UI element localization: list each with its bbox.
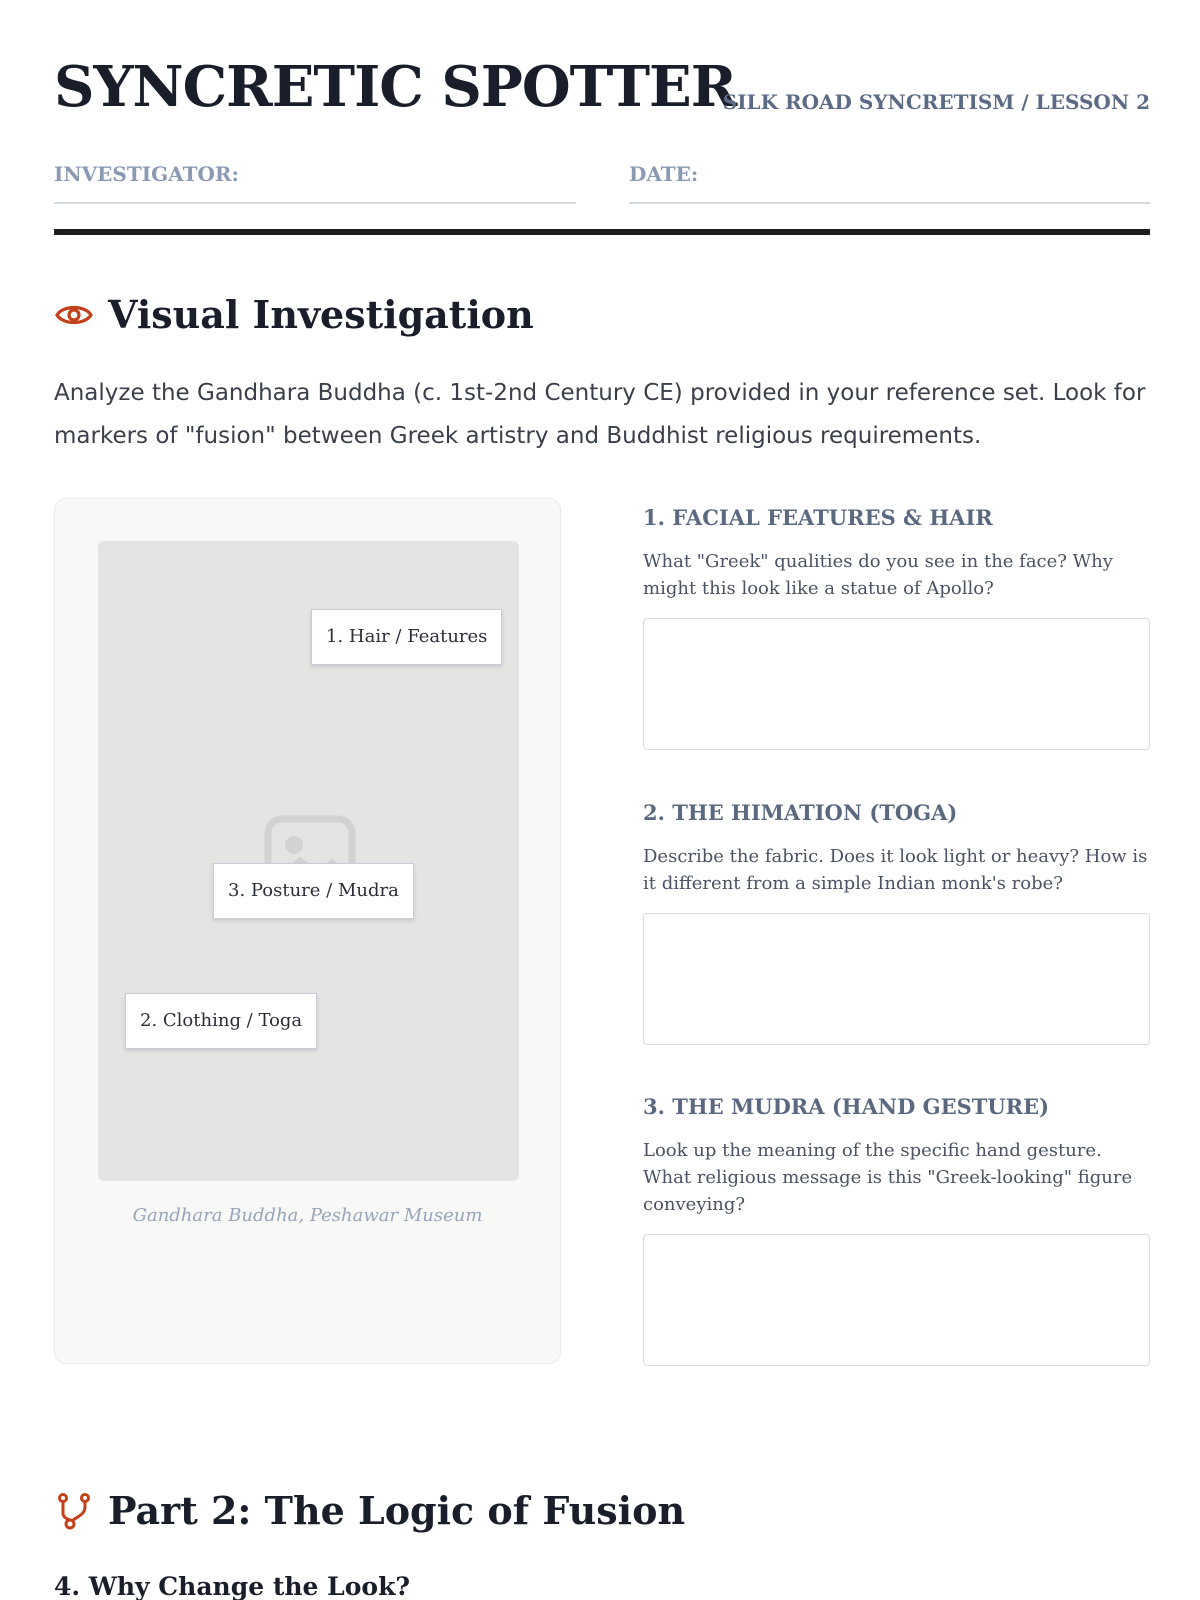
investigator-field[interactable] xyxy=(54,162,576,204)
section-visual-investigation-title xyxy=(54,292,534,337)
answer-box-1[interactable] xyxy=(643,618,1150,750)
figure-card xyxy=(54,498,561,1364)
question-3 xyxy=(643,1094,1150,1366)
section-title-text: Visual Investigation xyxy=(108,292,534,337)
question-prompt: Describe the fabric. Does it look light or heavy? How is it different from a simple Indian monk's robe? xyxy=(643,846,1148,894)
investigator-label: INVESTIGATOR: xyxy=(54,162,239,186)
question-prompt: What "Greek" qualities do you see in the face? Why might this look like a statue of Apollo? xyxy=(643,551,1113,599)
header-divider xyxy=(54,229,1150,235)
branch-merge-icon xyxy=(54,1491,94,1531)
question-heading: 1. FACIAL FEATURES & HAIR xyxy=(643,505,993,530)
lesson-label: SILK ROAD SYNCRETISM / LESSON 2 xyxy=(722,90,1150,114)
question-1 xyxy=(643,505,1150,750)
statue-image-placeholder xyxy=(98,541,519,1181)
question-2 xyxy=(643,800,1150,1045)
eye-icon xyxy=(54,295,94,335)
question-heading: 3. THE MUDRA (HAND GESTURE) xyxy=(643,1094,1050,1119)
hotspot-tag-clothing[interactable]: 2. Clothing / Toga xyxy=(125,993,317,1049)
answer-box-2[interactable] xyxy=(643,913,1150,1045)
date-field[interactable] xyxy=(629,162,1150,204)
intro-paragraph: Analyze the Gandhara Buddha (c. 1st-2nd Century CE) provided in your reference set. Look for markers of "fusion" between Greek artistry and Buddhist religious requirements. xyxy=(54,380,1146,449)
question-prompt: Look up the meaning of the specific hand gesture. What religious message is this "Greek-looking" figure conveying? xyxy=(643,1140,1133,1215)
answer-box-3[interactable] xyxy=(643,1234,1150,1366)
section-logic-of-fusion-title xyxy=(54,1488,685,1533)
date-label: DATE: xyxy=(629,162,699,186)
question-heading: 2. THE HIMATION (TOGA) xyxy=(643,800,958,825)
worksheet-header xyxy=(54,52,1150,122)
hotspot-tag-hair[interactable]: 1. Hair / Features xyxy=(311,609,502,665)
hotspot-tag-posture[interactable]: 3. Posture / Mudra xyxy=(213,863,414,919)
section-title-text: Part 2: The Logic of Fusion xyxy=(108,1488,686,1533)
worksheet-title: SYNCRETIC SPOTTER xyxy=(54,54,737,120)
figure-caption: Gandhara Buddha, Peshawar Museum xyxy=(132,1205,483,1226)
question-4-heading: 4. Why Change the Look? xyxy=(54,1572,411,1600)
